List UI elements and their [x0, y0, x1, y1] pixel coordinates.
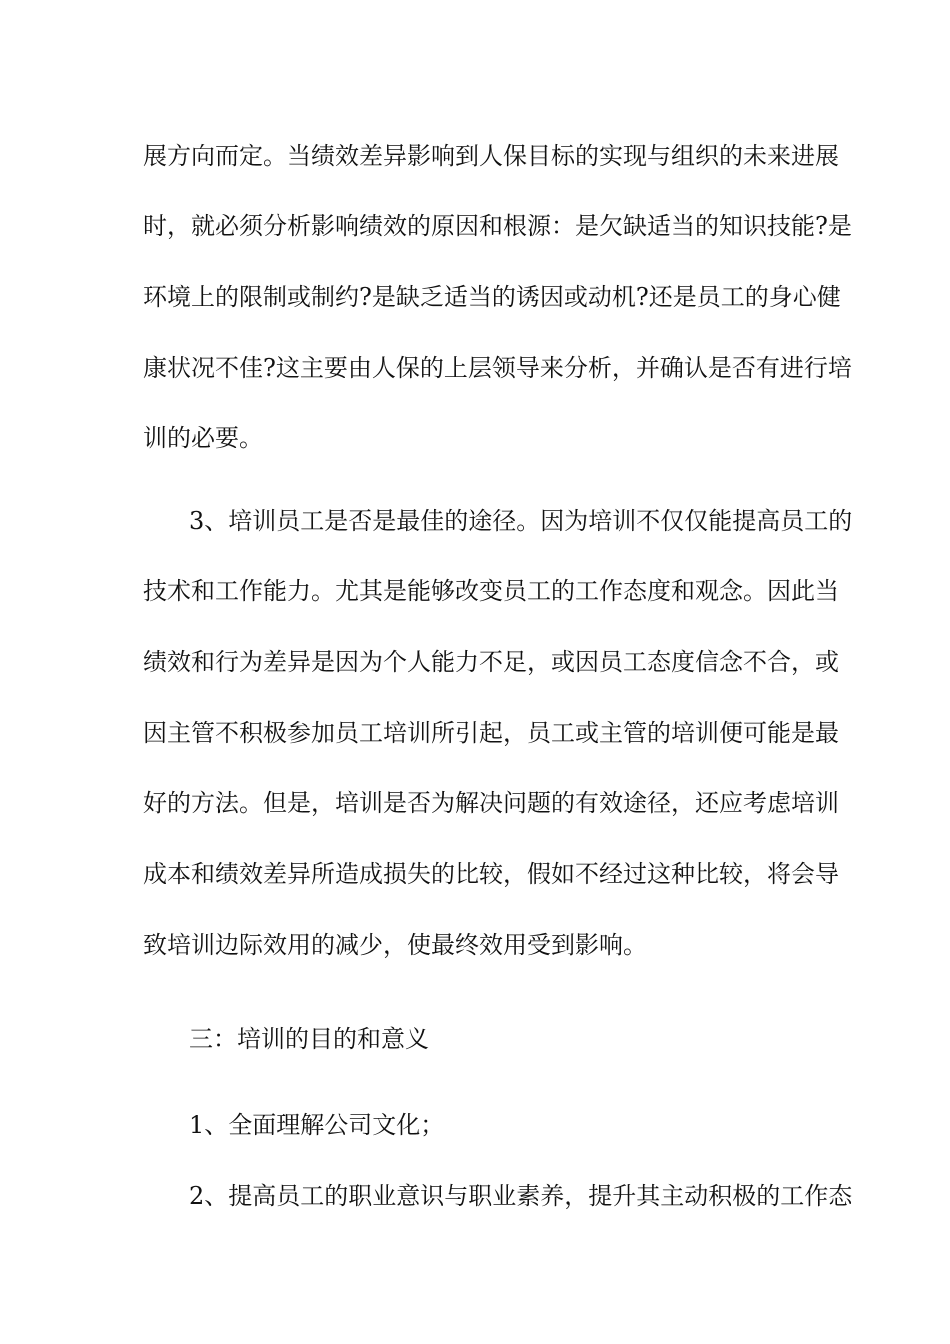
paragraph-line: 时，就必须分析影响绩效的原因和根源：是欠缺适当的知识技能?是	[143, 212, 852, 240]
paragraph-line: 技术和工作能力。尤其是能够改变员工的工作态度和观念。因此当	[143, 577, 839, 605]
paragraph-line: 致培训边际效用的减少，使最终效用受到影响。	[143, 931, 647, 959]
paragraph-line: 绩效和行为差异是因为个人能力不足，或因员工态度信念不合，或	[143, 648, 839, 676]
paragraph-line: 康状况不佳?这主要由人保的上层领导来分析，并确认是否有进行培	[143, 354, 852, 382]
paragraph-line: 因主管不积极参加员工培训所引起，员工或主管的培训便可能是最	[143, 719, 839, 747]
paragraph-line: 训的必要。	[143, 424, 263, 452]
section-heading: 三：培训的目的和意义	[189, 1025, 429, 1053]
paragraph-line: 好的方法。但是，培训是否为解决问题的有效途径，还应考虑培训	[143, 789, 839, 817]
list-item: 2、提高员工的职业意识与职业素养，提升其主动积极的工作态	[189, 1182, 853, 1210]
paragraph-line: 展方向而定。当绩效差异影响到人保目标的实现与组织的未来进展	[143, 142, 839, 170]
list-item: 1、全面理解公司文化；	[189, 1111, 445, 1139]
paragraph-line: 3、培训员工是否是最佳的途径。因为培训不仅仅能提高员工的	[189, 507, 853, 535]
paragraph-line: 环境上的限制或制约?是缺乏适当的诱因或动机?还是员工的身心健	[143, 283, 841, 311]
paragraph-line: 成本和绩效差异所造成损失的比较，假如不经过这种比较，将会导	[143, 860, 839, 888]
